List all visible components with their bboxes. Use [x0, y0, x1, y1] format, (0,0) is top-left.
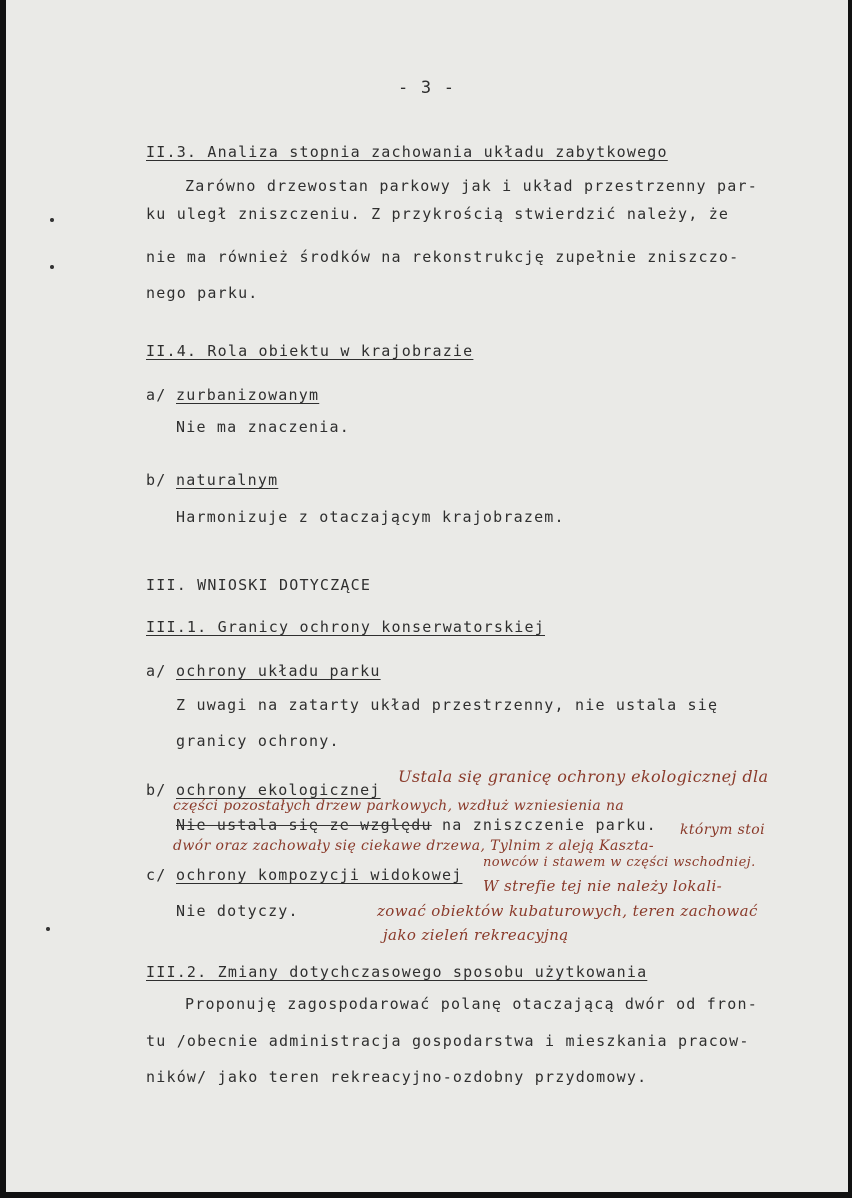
handwritten-note: W strefie tej nie należy lokali- — [483, 877, 723, 895]
paragraph-line: nego parku. — [146, 284, 259, 302]
item-title-ecological: ochrony ekologicznej — [176, 781, 381, 799]
section-heading-2-3: II.3. Analiza stopnia zachowania układu zabytkowego — [146, 143, 668, 161]
paragraph-line: nie ma również środków na rekonstrukcję zupełnie zniszczo- — [146, 248, 740, 266]
scan-border-right — [848, 0, 852, 1198]
handwritten-note: Ustala się granicę ochrony ekologicznej dla — [398, 767, 769, 786]
section-heading-2-4: II.4. Rola obiektu w krajobrazie — [146, 342, 474, 360]
item-text: Z uwagi na zatarty układ przestrzenny, nie ustala się — [176, 696, 719, 714]
handwritten-note: jako zieleń rekreacyjną — [383, 926, 569, 944]
page-number: - 3 - — [398, 78, 456, 98]
item-text: Harmonizuje z otaczającym krajobrazem. — [176, 508, 565, 526]
paragraph-line: tu /obecnie administracja gospodarstwa i mieszkania pracow- — [146, 1032, 750, 1050]
item-label-b: b/ — [146, 781, 167, 799]
subsection-heading-3-2: III.2. Zmiany dotychczasowego sposobu użytkowania — [146, 963, 648, 981]
margin-dot — [50, 265, 54, 269]
scan-border-left — [0, 0, 6, 1198]
text-rest: na zniszczenie parku. — [431, 816, 657, 834]
paragraph-line: ku uległ zniszczeniu. Z przykrością stwierdzić należy, że — [146, 205, 730, 223]
section-heading-3: III. WNIOSKI DOTYCZĄCE — [146, 576, 372, 594]
scan-border-bottom — [0, 1192, 852, 1198]
item-text: Nie ma znaczenia. — [176, 418, 350, 436]
item-text: Nie dotyczy. — [176, 902, 299, 920]
item-title-park-layout: ochrony układu parku — [176, 662, 381, 680]
item-text: granicy ochrony. — [176, 732, 340, 750]
struck-text-line — [176, 816, 657, 834]
item-title-urbanized: zurbanizowanym — [176, 386, 320, 404]
margin-dot — [50, 218, 54, 222]
handwritten-note: którym stoi — [680, 822, 765, 838]
subsection-heading-3-1: III.1. Granicy ochrony konserwatorskiej — [146, 618, 545, 636]
handwritten-note: nowców i stawem w części wschodniej. — [483, 855, 756, 870]
item-label-a: a/ — [146, 662, 167, 680]
item-label-c: c/ — [146, 866, 167, 884]
item-label-b: b/ — [146, 471, 167, 489]
paragraph-line: Zarówno drzewostan parkowy jak i układ przestrzenny par- — [185, 177, 758, 195]
item-title-composition: ochrony kompozycji widokowej — [176, 866, 463, 884]
struck-text: Nie ustala się ze względu — [176, 816, 432, 834]
item-label-a: a/ — [146, 386, 167, 404]
paragraph-line: ników/ jako teren rekreacyjno-ozdobny przydomowy. — [146, 1068, 648, 1086]
paragraph-line: Proponuję zagospodarować polanę otaczającą dwór od fron- — [185, 995, 758, 1013]
handwritten-note: dwór oraz zachowały się ciekawe drzewa, Tylnim z aleją Kaszta- — [173, 838, 655, 854]
handwritten-note: części pozostałych drzew parkowych, wzdłuż wzniesienia na — [173, 798, 625, 814]
margin-dot — [46, 927, 50, 931]
handwritten-note: zować obiektów kubaturowych, teren zachować — [377, 902, 758, 920]
item-title-natural: naturalnym — [176, 471, 279, 489]
